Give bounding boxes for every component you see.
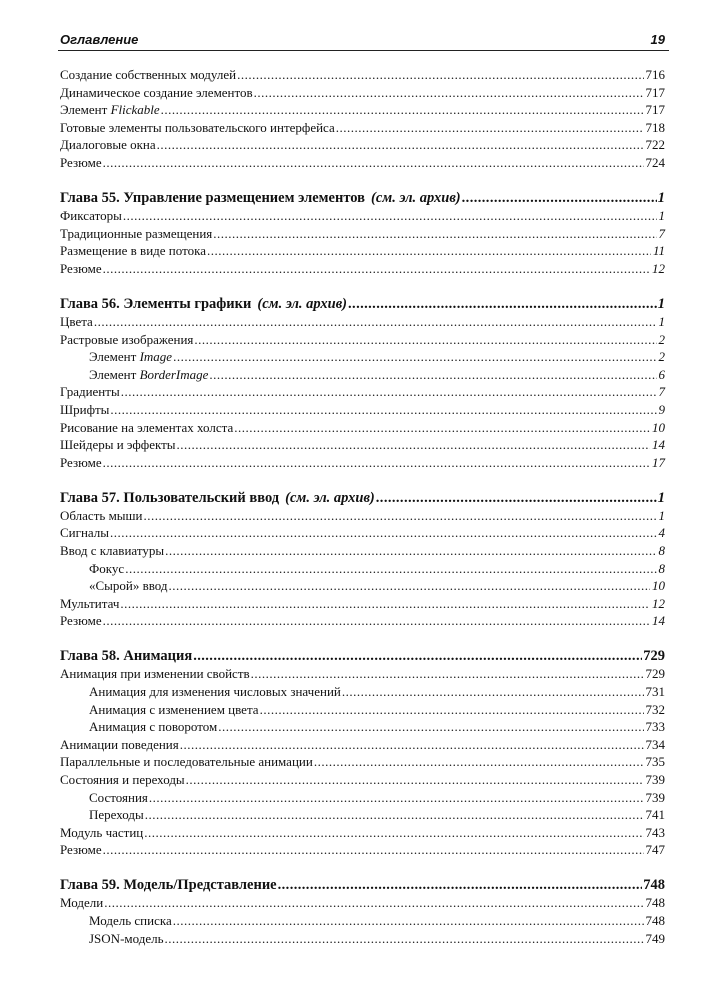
dot-leader (161, 101, 644, 119)
toc-subentry[interactable] (60, 366, 665, 384)
entry-label: Традиционные размещения (60, 225, 213, 241)
dot-leader (157, 136, 644, 154)
dot-leader (342, 683, 644, 701)
toc-entry[interactable] (60, 736, 665, 754)
entry-page-number: 743 (645, 824, 665, 840)
archive-note: (см. эл. архив) (257, 295, 348, 312)
dot-leader (234, 419, 650, 437)
dot-leader (94, 313, 657, 331)
entry-label: Цвета (60, 313, 93, 329)
toc-subentry[interactable] (60, 577, 665, 595)
entry-label (60, 101, 160, 119)
dot-leader (180, 736, 644, 754)
toc-entry[interactable] (60, 401, 665, 419)
dot-leader (104, 894, 643, 912)
toc-subentry[interactable] (60, 560, 665, 578)
toc-entry[interactable] (60, 84, 665, 102)
entry-label: «Сырой» ввод (89, 578, 168, 594)
entry-page-number: 731 (645, 684, 665, 700)
dot-leader (251, 665, 644, 683)
entry-page-number: 12 (652, 260, 665, 276)
entry-label: Область мыши (60, 507, 143, 523)
entry-label: Шрифты (60, 401, 110, 417)
toc-subentry[interactable] (60, 806, 665, 824)
entry-label: Анимация с поворотом (89, 719, 218, 735)
toc-subentry[interactable] (60, 348, 665, 366)
entry-label: Анимация при изменении свойств (60, 666, 250, 682)
entry-label: JSON-модель (89, 930, 164, 946)
entry-page-number: 735 (645, 754, 665, 770)
entry-label: Параллельные и последовательные анимации (60, 754, 313, 770)
entry-label: Готовые элементы пользовательского интерфейса (60, 119, 335, 135)
dot-leader (193, 647, 642, 665)
entry-label: Резюме (60, 154, 102, 170)
entry-page-number: 6 (658, 366, 665, 382)
entry-page-number: 739 (645, 772, 665, 787)
dot-leader (462, 189, 657, 207)
entry-label: Анимации поведения (60, 736, 179, 752)
entry-page-number: 741 (645, 807, 665, 823)
toc-entry[interactable] (60, 612, 665, 630)
dot-leader (121, 383, 657, 401)
toc-entry[interactable] (60, 242, 665, 260)
entry-label: Резюме (60, 842, 102, 858)
toc-entry[interactable] (60, 119, 665, 137)
toc-entry[interactable] (60, 383, 665, 401)
toc-entry[interactable] (60, 331, 665, 349)
toc-subentry[interactable] (60, 701, 665, 719)
entry-page-number: 729 (645, 666, 665, 682)
entry-label: Диалоговые окна (60, 137, 156, 153)
entry-page-number: 748 (645, 895, 665, 911)
dot-leader (260, 701, 644, 719)
toc-entry[interactable] (60, 771, 665, 789)
entry-label: Рисование на элементах холста (60, 419, 234, 435)
entry-page-number: 748 (645, 913, 665, 929)
entry-label-prefix: Элемент (89, 366, 140, 382)
toc-subentry[interactable] (60, 912, 665, 930)
dot-leader (110, 524, 656, 542)
dot-leader (213, 225, 656, 243)
entry-label: Фиксаторы (60, 208, 122, 224)
entry-label: Анимация для изменения числовых значений (89, 684, 341, 700)
entry-page-number: 8 (658, 560, 665, 576)
dot-leader (254, 84, 644, 102)
entry-label: Состояния (89, 789, 148, 805)
chapter-page-number: 748 (643, 877, 665, 894)
dot-leader (103, 260, 650, 278)
entry-label: Динамическое создание элементов (60, 84, 253, 100)
dot-leader (125, 560, 656, 578)
entry-label: Создание собственных модулей (60, 67, 237, 82)
toc-entry[interactable] (60, 154, 665, 172)
dot-leader (145, 806, 644, 824)
entry-page-number: 734 (645, 736, 665, 752)
toc-entry[interactable] (60, 753, 665, 771)
entry-page-number: 1 (658, 208, 665, 224)
entry-label: Модели (60, 895, 104, 911)
entry-label: Растровые изображения (60, 331, 194, 347)
entry-label: Сигналы (60, 525, 110, 541)
toc-subentry[interactable] (60, 718, 665, 736)
entry-page-number: 10 (652, 578, 665, 594)
entry-page-number: 739 (645, 789, 665, 805)
dot-leader (149, 789, 644, 807)
running-header-title: Оглавление (60, 32, 139, 47)
entry-page-number: 11 (652, 243, 665, 259)
entry-page-number: 8 (658, 542, 665, 558)
dot-leader (173, 912, 644, 930)
entry-label: Переходы (89, 807, 144, 823)
chapter-heading[interactable] (60, 876, 665, 894)
chapter-heading[interactable] (60, 189, 665, 207)
dot-leader (103, 454, 650, 472)
entry-label: Градиенты (60, 384, 120, 400)
entry-page-number: 10 (652, 419, 665, 435)
toc-entry[interactable] (60, 225, 665, 243)
entry-label: Фокус (89, 560, 125, 576)
entry-page-number: 1 (658, 313, 665, 329)
toc-entry[interactable] (60, 207, 665, 225)
dot-leader (103, 841, 644, 859)
chapter-heading[interactable] (60, 295, 665, 313)
dot-leader (165, 542, 656, 560)
page-number: 19 (650, 32, 665, 47)
entry-page-number: 14 (652, 613, 665, 629)
toc-entry[interactable] (60, 313, 665, 331)
dot-leader (194, 331, 656, 349)
entry-page-number: 4 (658, 525, 665, 541)
entry-page-number: 1 (658, 507, 665, 523)
toc-entry[interactable] (60, 419, 665, 437)
entry-label: Размещение в виде потока (60, 243, 206, 259)
dot-leader (144, 507, 657, 525)
toc-subentry[interactable] (60, 930, 665, 948)
chapter-title: Глава 57. Пользовательский ввод (60, 489, 280, 506)
entry-page-number: 12 (652, 595, 665, 611)
table-of-contents (60, 66, 665, 947)
entry-page-number: 2 (658, 349, 665, 365)
dot-leader (177, 436, 650, 454)
entry-label: Ввод с клавиатуры (60, 542, 165, 558)
entry-label (89, 348, 172, 366)
toc-entry[interactable] (60, 436, 665, 454)
entry-label: Модуль частиц (60, 824, 144, 840)
dot-leader (278, 876, 643, 894)
dot-leader (165, 930, 644, 948)
entry-label: Резюме (60, 613, 102, 629)
entry-page-number: 7 (658, 225, 665, 241)
entry-label-prefix: Элемент (89, 349, 140, 365)
toc-entry[interactable] (60, 524, 665, 542)
toc-entry[interactable] (60, 841, 665, 859)
entry-label-prefix: Элемент (60, 102, 111, 118)
toc-entry[interactable] (60, 894, 665, 912)
chapter-title: Глава 58. Анимация (60, 648, 193, 665)
toc-entry[interactable] (60, 824, 665, 842)
dot-leader (169, 577, 650, 595)
chapter-page-number: 1 (657, 190, 665, 207)
archive-note: (см. эл. архив) (371, 190, 461, 207)
entry-page-number: 749 (645, 930, 665, 946)
entry-label (89, 366, 208, 384)
toc-entry[interactable] (60, 595, 665, 613)
dot-leader (237, 66, 643, 84)
chapter-title: Глава 59. Модель/Представление (60, 877, 277, 894)
chapter-title: Глава 56. Элементы графики (60, 295, 252, 312)
entry-page-number: 2 (658, 331, 665, 347)
dot-leader (207, 242, 651, 260)
entry-page-number: 716 (645, 67, 665, 82)
toc-subentry[interactable] (60, 683, 665, 701)
dot-leader (186, 771, 644, 789)
toc-entry[interactable] (60, 454, 665, 472)
entry-label-emphasis: BorderImage (139, 366, 209, 382)
toc-entry[interactable] (60, 665, 665, 683)
dot-leader (173, 348, 656, 366)
entry-label: Резюме (60, 454, 102, 470)
toc-entry[interactable] (60, 507, 665, 525)
toc-entry[interactable] (60, 66, 665, 84)
chapter-page-number: 729 (643, 648, 665, 665)
chapter-heading[interactable] (60, 647, 665, 665)
dot-leader (103, 154, 644, 172)
toc-entry[interactable] (60, 101, 665, 119)
dot-leader (348, 295, 657, 313)
chapter-title: Глава 55. Управление размещением элементов (60, 190, 365, 207)
dot-leader (376, 489, 657, 507)
entry-label-emphasis: Flickable (110, 102, 160, 118)
dot-leader (123, 207, 657, 225)
entry-page-number: 732 (645, 701, 665, 717)
entry-page-number: 14 (652, 437, 665, 453)
entry-label: Мультитач (60, 595, 120, 611)
dot-leader (209, 366, 656, 384)
entry-page-number: 724 (645, 154, 665, 170)
entry-label: Состояния и переходы (60, 772, 185, 787)
archive-note: (см. эл. архив) (285, 489, 375, 506)
entry-label-emphasis: Image (139, 349, 173, 365)
entry-label: Модель списка (89, 913, 172, 929)
entry-page-number: 9 (658, 401, 665, 417)
entry-page-number: 717 (645, 102, 665, 118)
toc-entry[interactable] (60, 136, 665, 154)
dot-leader (120, 595, 650, 613)
running-header (58, 30, 669, 51)
dot-leader (144, 824, 643, 842)
entry-page-number: 747 (645, 842, 665, 858)
chapter-page-number: 1 (657, 489, 665, 506)
entry-page-number: 718 (645, 119, 665, 135)
dot-leader (218, 718, 643, 736)
dot-leader (110, 401, 656, 419)
dot-leader (103, 612, 650, 630)
entry-label: Резюме (60, 260, 102, 276)
entry-page-number: 733 (645, 719, 665, 735)
entry-page-number: 17 (652, 454, 665, 470)
entry-page-number: 722 (645, 137, 665, 153)
chapter-page-number: 1 (657, 295, 665, 312)
entry-page-number: 7 (658, 384, 665, 400)
entry-label: Шейдеры и эффекты (60, 437, 176, 453)
chapter-heading[interactable] (60, 489, 665, 507)
toc-subentry[interactable] (60, 789, 665, 807)
toc-entry[interactable] (60, 542, 665, 560)
dot-leader (314, 753, 644, 771)
entry-page-number: 717 (645, 84, 665, 100)
entry-label: Анимация с изменением цвета (89, 701, 259, 717)
dot-leader (336, 119, 644, 137)
toc-entry[interactable] (60, 260, 665, 278)
